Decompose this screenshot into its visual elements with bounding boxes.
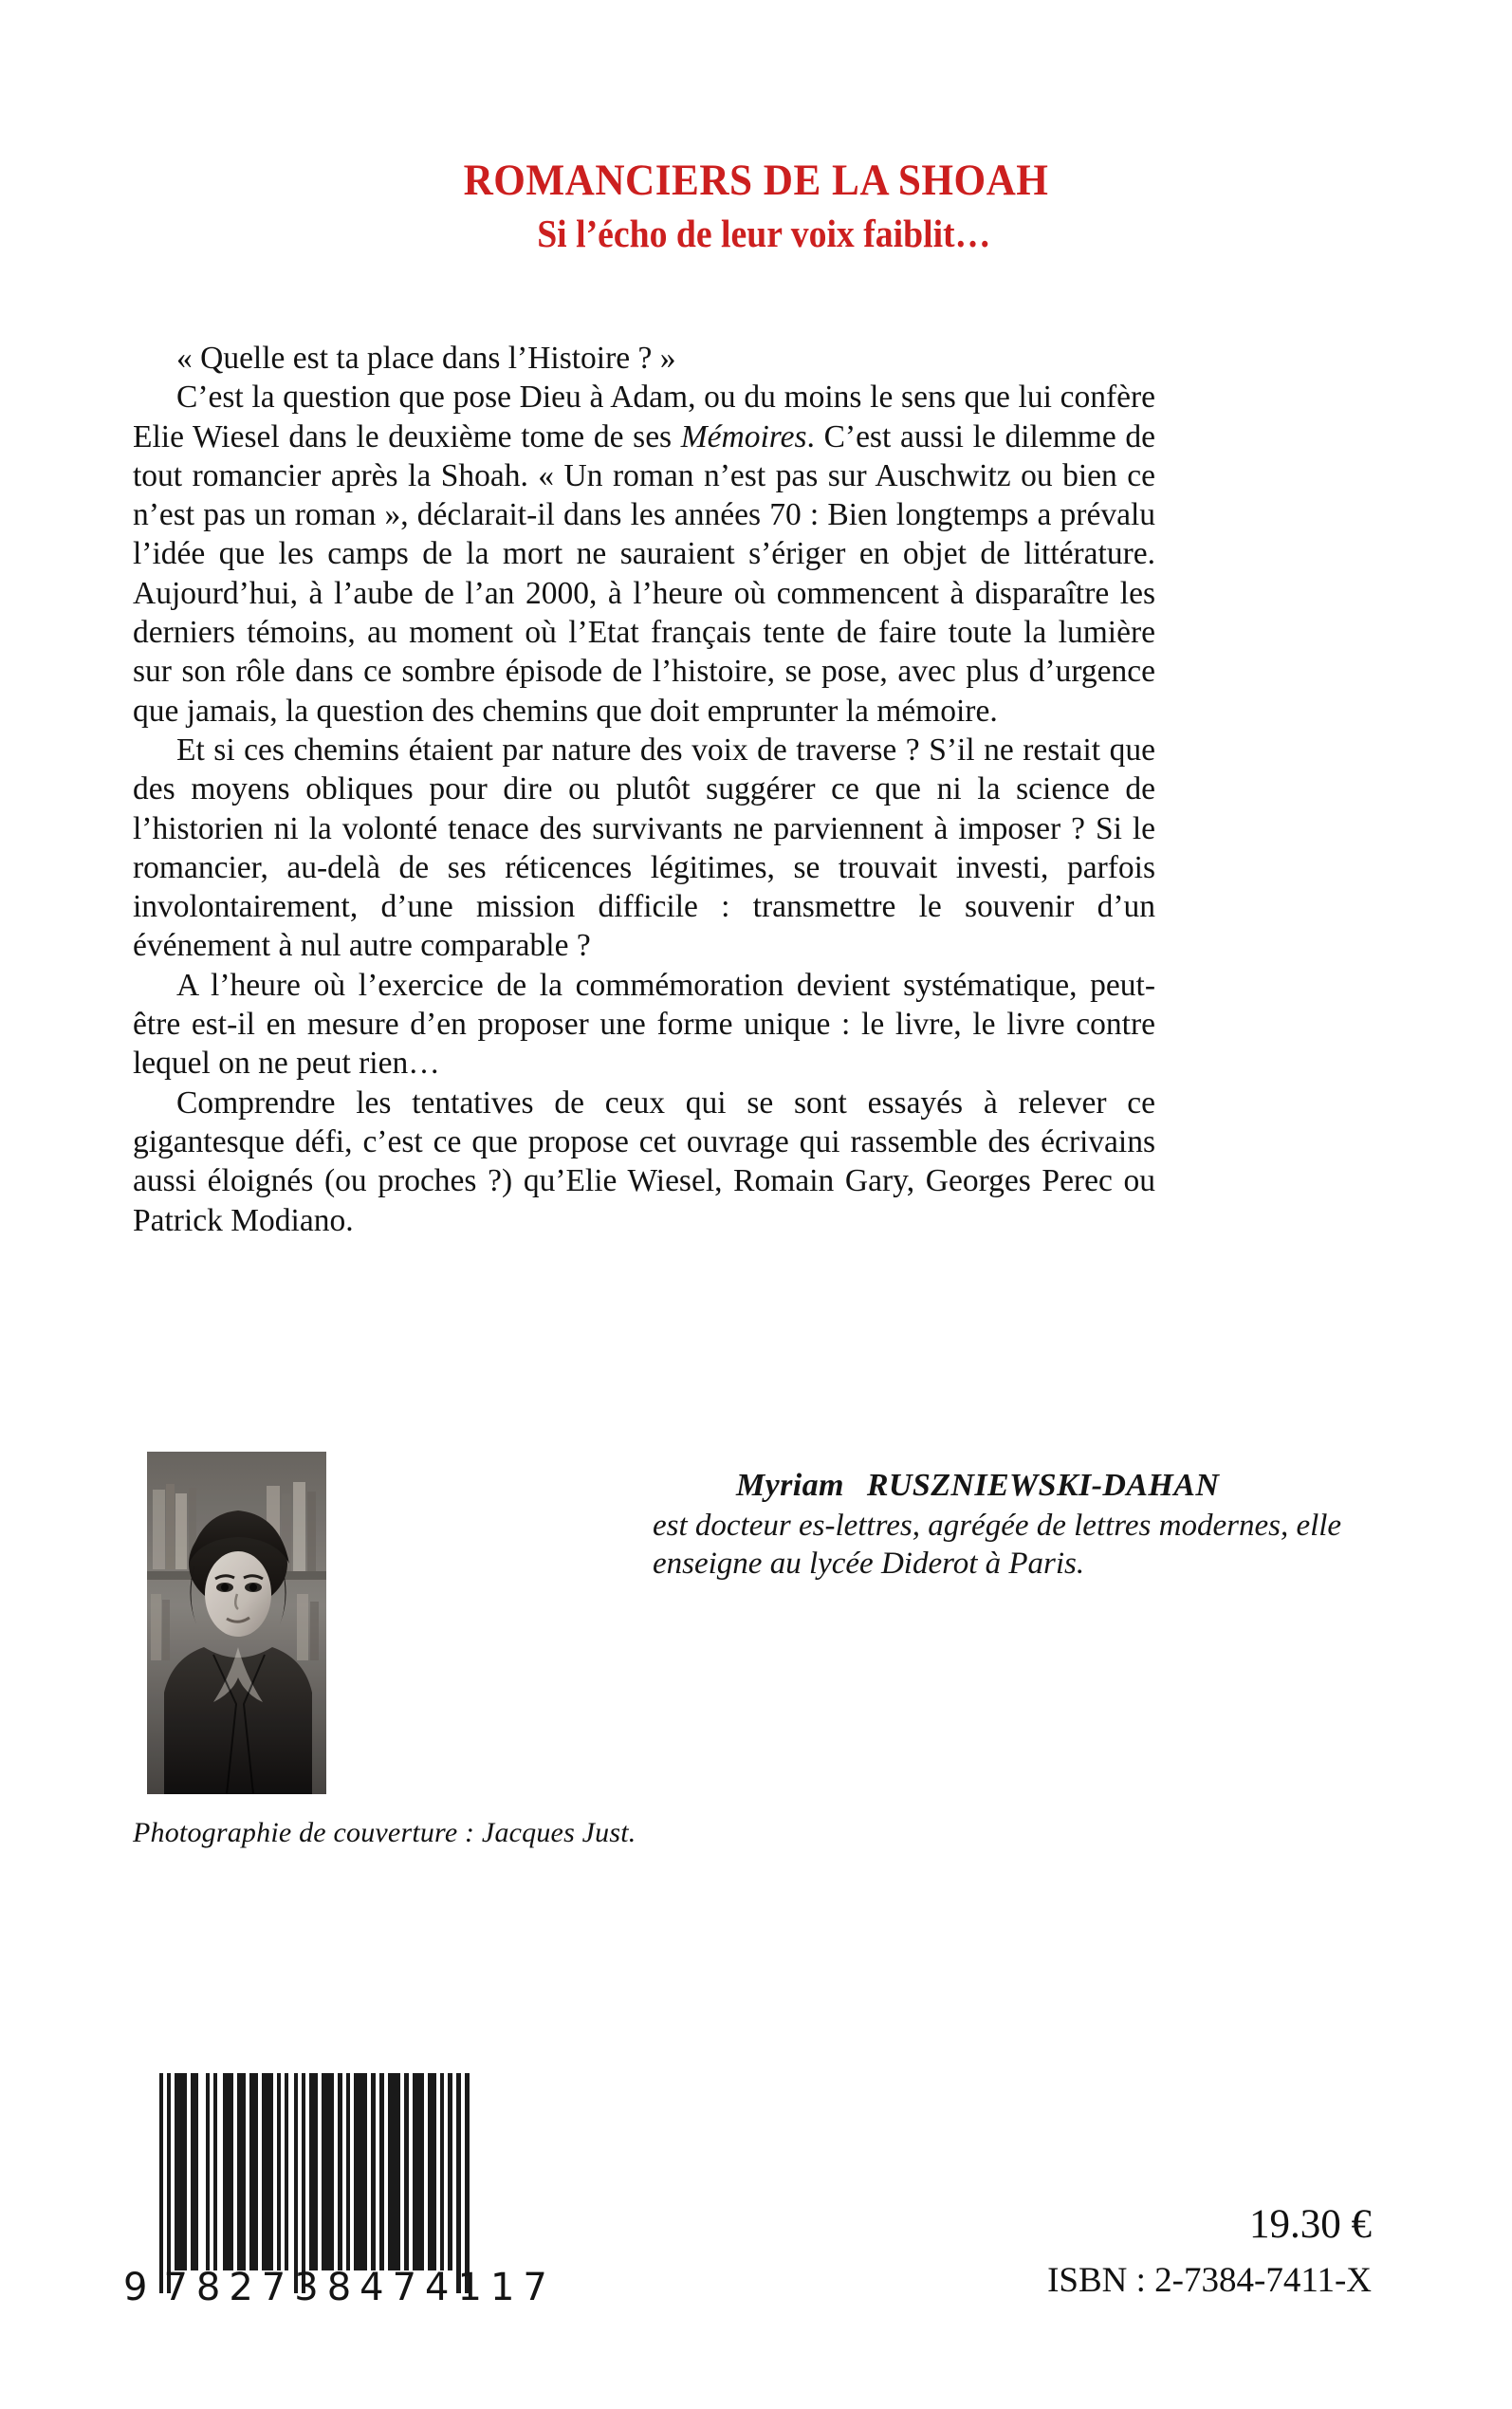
blurb-p1-after-italic: . C’est aussi le dilemme de tout romancier après la Shoah. « Un roman n’est pas sur Auschwitz ou bien ce n’est pas un roman », déclarait-il dans les années 70 : Bien longtemps a prévalu l’idée que les camps de la mort ne sauraient s’ériger en objet de littérature. Aujourd’hui, à l’aube de l’an 2000, à l’heure où commencent à disparaître les derniers témoins, au moment où l’Etat français tente de faire toute la lumière sur son rôle dans ce sombre épisode de l’histoire, se pose, avec plus d’urgence que jamais, la question des chemins que doit emprunter la mémoire. (133, 418, 1155, 729)
blurb-paragraph-3: A l’heure où l’exercice de la commémoration devient systématique, peut-être est-il en mesure d’en proposer une forme unique : le livre, le livre contre lequel on ne peut rien… (133, 967, 1155, 1082)
photo-credit: Photographie de couverture : Jacques Just. (133, 1817, 636, 1848)
barcode-digits (123, 2266, 556, 2309)
page-subtitle: Si l’écho de leur voix faiblit… (537, 211, 991, 255)
author-name (653, 1467, 1374, 1505)
isbn: ISBN : 2-7384-7411-X (1047, 2261, 1372, 2300)
price: 19.30 € (1249, 2202, 1372, 2247)
author-description: est docteur es-lettres, agrégée de lettres modernes, elle enseigne au lycée Diderot à Paris. (653, 1509, 1342, 1581)
title-block (0, 157, 1512, 257)
blurb-paragraph-1-body (133, 378, 1155, 731)
author-surname: RUSZNIEWSKI-DAHAN (866, 1468, 1220, 1503)
page-title: ROMANCIERS DE LA SHOAH (463, 156, 1049, 205)
blurb-paragraph-4: Comprendre les tentatives de ceux qui se sont essayés à relever ce gigantesque défi, c’est ce que propose cet ouvrage qui rassemble des écrivains aussi éloignés (ou proches ?) qu’Elie Wiesel, Romain Gary, Georges Perec ou Patrick Modiano. (133, 1084, 1155, 1238)
blurb-text (133, 339, 1155, 1240)
blurb-paragraph-1 (133, 339, 1155, 378)
blurb-quote: « Quelle est ta place dans l’Histoire ? » (176, 341, 676, 376)
author-bio (653, 1467, 1374, 1583)
barcode-group-2: 474117 (360, 2266, 556, 2309)
author-given-name: Myriam (736, 1468, 844, 1503)
blurb-italic-memoires: Mémoires (680, 418, 807, 454)
barcode-lead-digit: 9 (123, 2266, 149, 2309)
blurb-p1-before-italic: C’est la question que pose Dieu à Adam, ou du moins le sens que lui confère Elie Wiesel dans le deuxième tome de ses (133, 380, 1155, 454)
blurb-paragraph-2: Et si ces chemins étaient par nature des voix de traverse ? S’il ne restait que des moyens obliques pour dire ou plutôt suggérer ce que ni la science de l’historien ni la volonté tenace des survivants ne parviennent à imposer ? Si le romancier, au-delà de ses réticences légitimes, se trouvait investi, parfois involontairement, d’une mission difficile : transmettre le souvenir d’un événement à nul autre comparable ? (133, 732, 1155, 964)
author-portrait-photo (147, 1452, 326, 1794)
barcode-group-1: 782738 (163, 2266, 360, 2309)
